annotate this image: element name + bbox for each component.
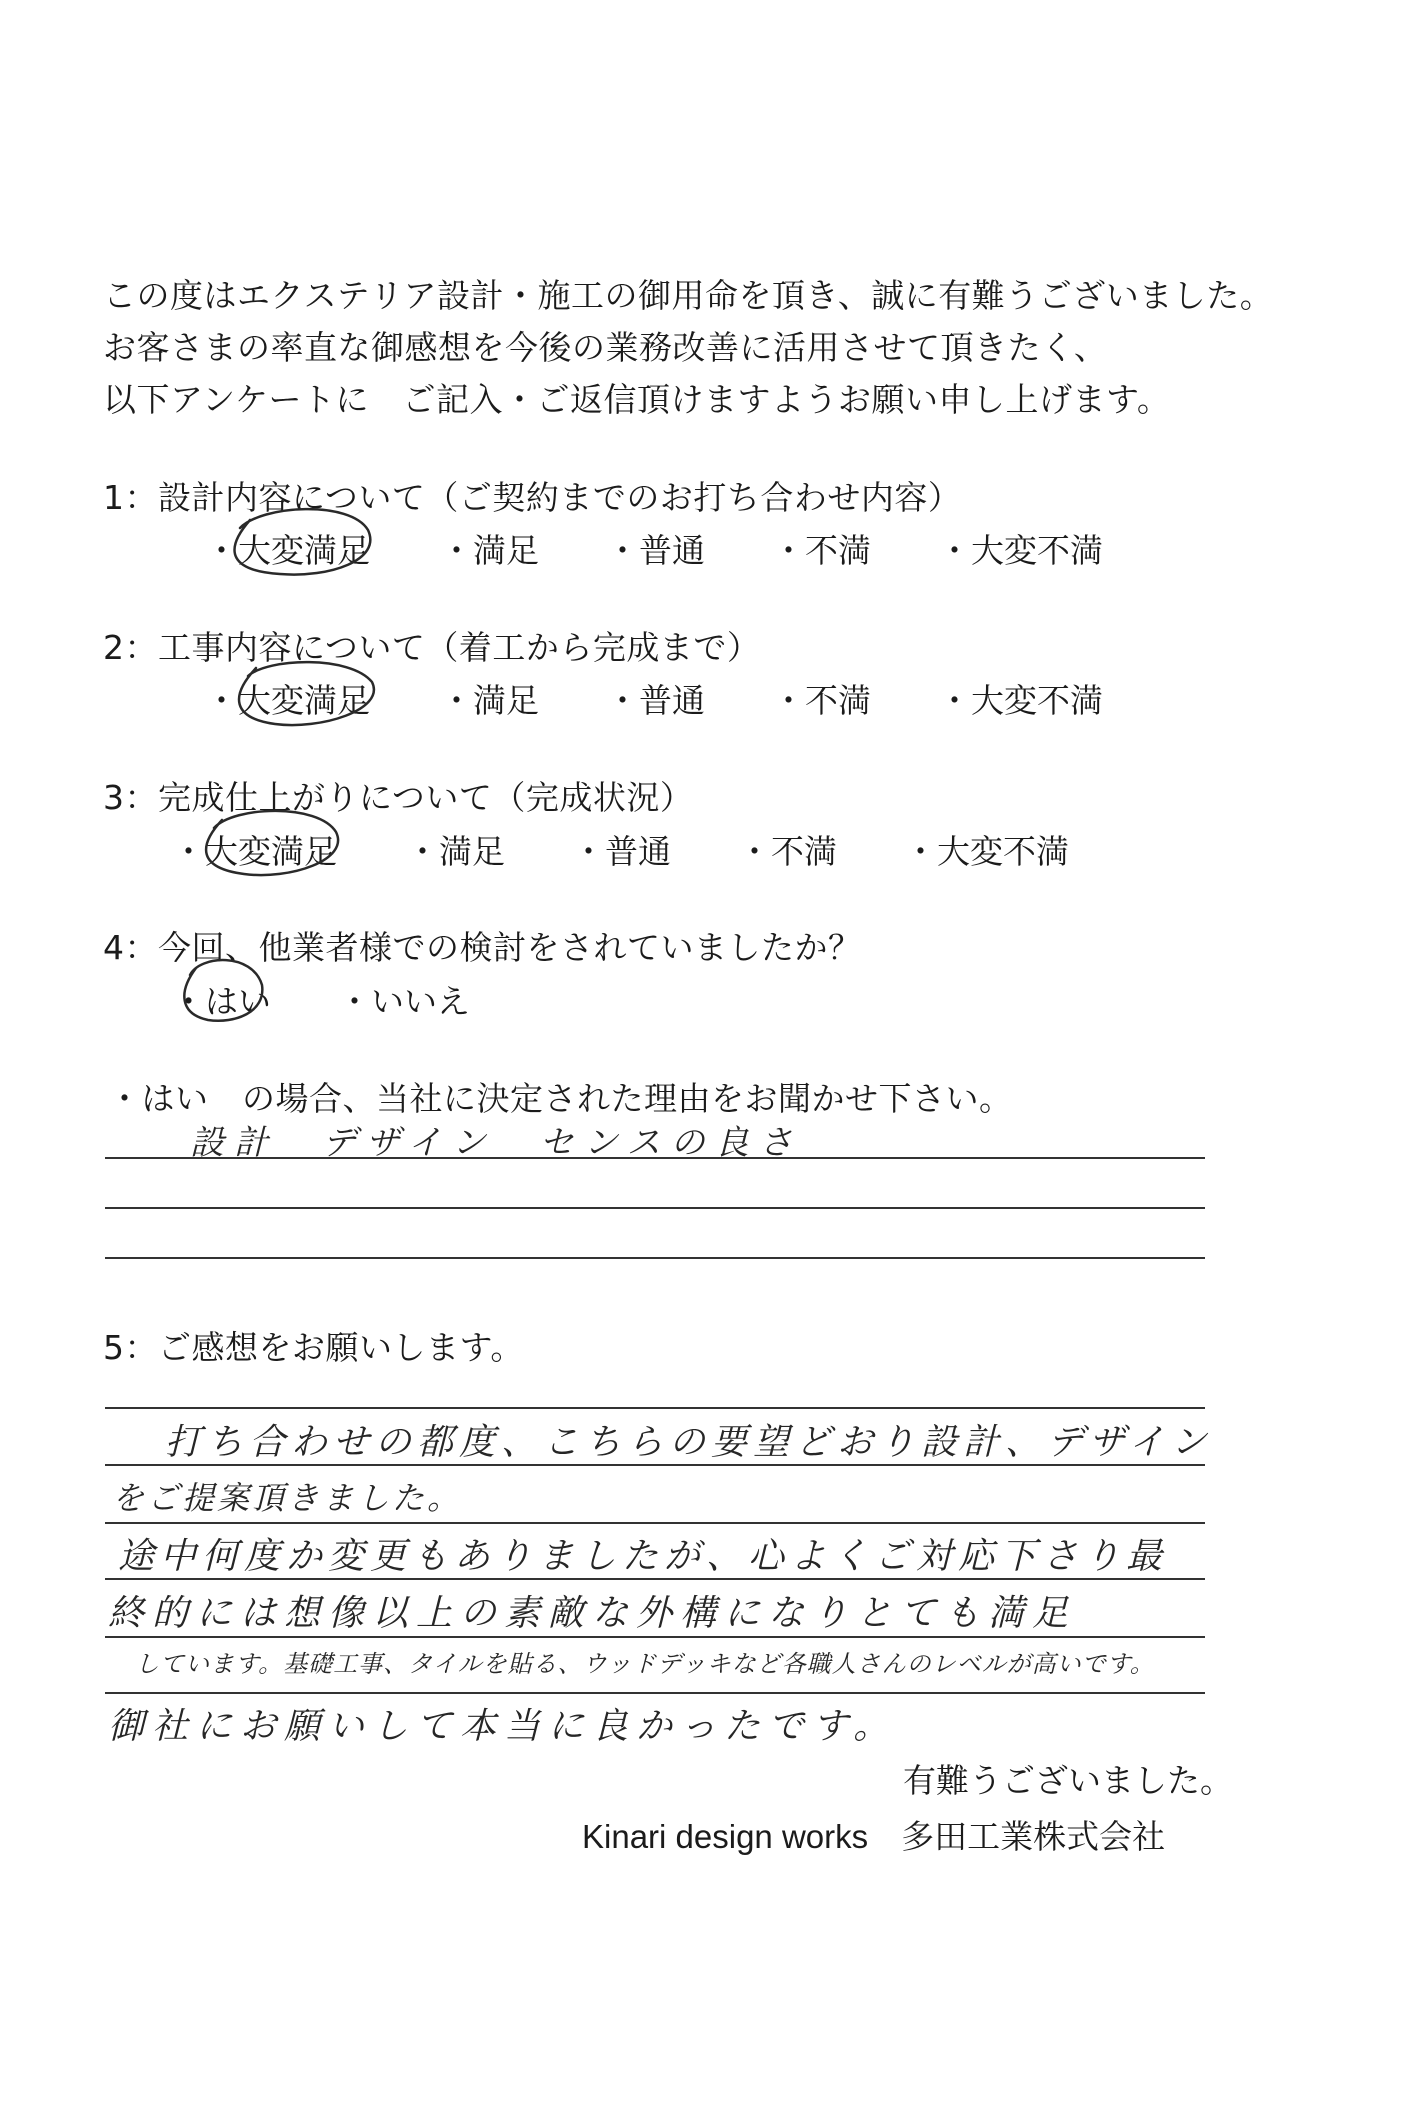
q3-option-very-satisfied[interactable]: ・大変満足 [172, 832, 337, 871]
q2-option-average[interactable]: ・普通 [606, 681, 705, 720]
q3-option-very-dissatisfied[interactable]: ・大変不満 [904, 832, 1069, 871]
q3-option-satisfied[interactable]: ・満足 [406, 832, 505, 871]
intro-line-2: お客さまの率直な御感想を今後の業務改善に活用させて頂きたく、 [103, 328, 1108, 367]
q1-selected-circle [235, 509, 371, 574]
reason-label: ・はい の場合、当社に決定された理由をお聞かせ下さい。 [108, 1079, 1013, 1118]
q1-option-satisfied[interactable]: ・満足 [440, 531, 539, 570]
q4-selected-circle [184, 960, 262, 1021]
intro-line-1: この度はエクステリア設計・施工の御用命を頂き、誠に有難うございました。 [103, 276, 1274, 315]
comment-handwritten-line-4: 終的には想像以上の素敵な外構になりとても満足 [108, 1593, 1077, 1634]
closing-thanks: 有難うございました。 [903, 1761, 1233, 1800]
question-1-label: 1：設計内容について（ご契約までのお打ち合わせ内容） [103, 478, 962, 517]
q1-option-very-dissatisfied[interactable]: ・大変不満 [938, 531, 1103, 570]
q1-option-very-satisfied[interactable]: ・大変満足 [205, 531, 370, 570]
comment-handwritten-line-6: 御社にお願いして本当に良かったです。 [108, 1706, 898, 1747]
q3-selected-circle [206, 811, 338, 875]
question-4-label: 4：今回、他業者様での検討をされていましたか？ [103, 928, 862, 967]
q4-option-no[interactable]: ・いいえ [338, 982, 470, 1021]
q3-option-average[interactable]: ・普通 [572, 832, 671, 871]
q2-option-satisfied[interactable]: ・満足 [440, 681, 539, 720]
comment-handwritten-line-5: しています。基礎工事、タイルを貼る、ウッドデッキなど各職人さんのレベルが高いです。 [135, 1650, 1155, 1678]
q2-option-dissatisfied[interactable]: ・不満 [772, 681, 871, 720]
question-2-label: 2：工事内容について（着工から完成まで） [103, 628, 761, 667]
comment-handwritten-line-3: 途中何度か変更もありましたが、心よくご対応下さり最 [118, 1536, 1169, 1577]
q1-option-dissatisfied[interactable]: ・不満 [772, 531, 871, 570]
question-5-label: 5：ご感想をお願いします。 [103, 1328, 524, 1367]
company-name: Kinari design works 多田工業株式会社 [582, 1818, 1166, 1855]
q2-selected-circle [239, 662, 374, 725]
question-3-label: 3：完成仕上がりについて（完成状況） [103, 778, 694, 817]
comment-handwritten-line-2: をご提案頂きました。 [112, 1479, 463, 1517]
q2-option-very-satisfied[interactable]: ・大変満足 [205, 681, 370, 720]
q1-option-average[interactable]: ・普通 [606, 531, 705, 570]
comment-handwritten-line-1: 打ち合わせの都度、こちらの要望どおり設計、デザイン [165, 1422, 1213, 1463]
q4-option-yes[interactable]: ・はい [172, 982, 271, 1021]
q2-option-very-dissatisfied[interactable]: ・大変不満 [938, 681, 1103, 720]
reason-handwritten-answer: 設計 デザイン センスの良さ [190, 1123, 803, 1163]
q3-option-dissatisfied[interactable]: ・不満 [738, 832, 837, 871]
intro-line-3: 以下アンケートに ご記入・ご返信頂けますようお願い申し上げます。 [103, 380, 1171, 419]
